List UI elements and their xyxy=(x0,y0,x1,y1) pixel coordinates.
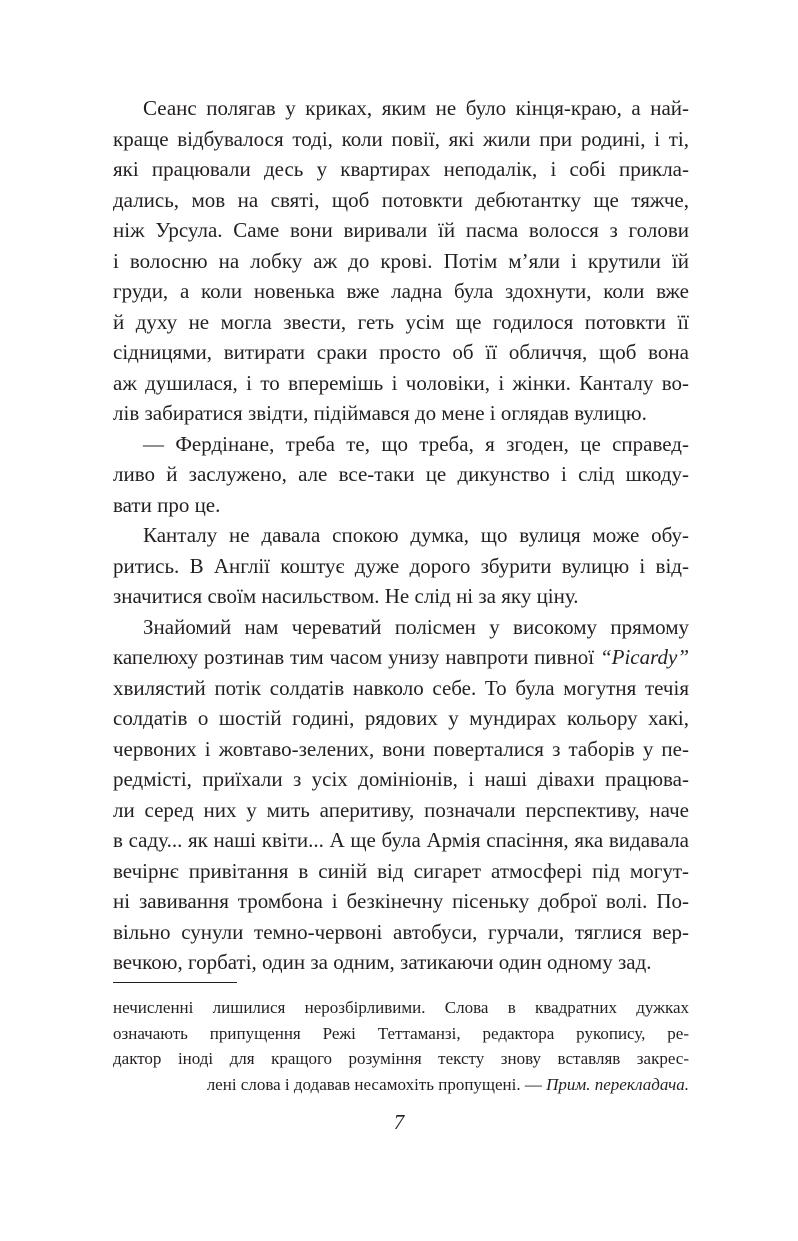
text-line: сідницями, витирати сраки просто об її обличчя, щоб вона xyxy=(113,340,689,364)
text-line: значитися своїм насильством. Не слід ні за яку ціну. xyxy=(113,584,579,608)
text-line: які працювали десь у квартирах неподалік, і собі прикла- xyxy=(113,157,689,181)
text-line: аж душилася, і то вперемішь і чоловіки, і жінки. Канталу во- xyxy=(113,370,689,395)
text-line: і волосню на лобку аж до крові. Потім м’яли і крутили їй xyxy=(113,248,689,273)
translator-note-attribution: Прим. перекладача. xyxy=(546,1074,689,1094)
text-line: Канталу не давала спокою думка, що вулиця може обу- xyxy=(143,523,689,547)
text-line: ритись. В Англії коштує дуже дорого збурити вулицю і від- xyxy=(113,553,689,578)
text-line: — Фердінане, треба те, що треба, я згоден, це справед- xyxy=(143,431,689,456)
footnote-separator xyxy=(113,982,237,983)
footnote-line: означають припущення Режі Теттаманзі, редактора рукопису, ре- xyxy=(113,1023,689,1043)
text-line: краще відбувалося тоді, коли повії, які жили при родині, і ті, xyxy=(113,126,689,151)
text-line: ні завивання тромбона і безкінечну пісеньку доброї волі. По- xyxy=(113,889,689,913)
footnote-line-text: лені слова і додавав несамохіть пропущені. — xyxy=(206,1074,542,1094)
paragraph xyxy=(113,93,689,429)
footnote-line: нечисленні лишилися нерозбірливими. Слова в квадратних дужках xyxy=(113,998,689,1017)
text-line: вільно сунули темно-червоні автобуси, гурчали, тяглися вер- xyxy=(113,919,689,944)
text-line: ли серед них у мить аперитиву, позначали перспективу, наче xyxy=(113,797,689,822)
footnote-line xyxy=(113,1072,689,1098)
text-line: вечірнє привітання в синій від сигарет атмосфері під могут- xyxy=(113,858,689,883)
text-line: солдатів о шостій годині, рядових у мундирах кольору хакі, xyxy=(113,706,689,730)
paragraph xyxy=(113,520,689,612)
text-line: ніж Урсула. Саме вони виривали їй пасма волосся з голови xyxy=(113,218,689,242)
body-text xyxy=(113,93,689,978)
text-line: лів забиратися звідти, підіймався до мене і оглядав вулицю. xyxy=(113,401,647,425)
text-line: хвилястий потік солдатів навколо себе. То була могутня течія xyxy=(113,675,689,700)
text-line: Знайомий нам череватий полісмен у високому прямому xyxy=(143,614,689,639)
text-line: вати про це. xyxy=(113,492,221,517)
text-line: дались, мов на святі, щоб потовкти дебютантку ще тяжче, xyxy=(113,187,689,212)
pub-name: “Picardy” xyxy=(599,645,689,669)
text-line: в саду... як наші квіти... А ще була Армія спасіння, яка видавала xyxy=(113,828,689,852)
text-line: червоних і жовтаво-зелених, вони поверталися з таборів у пе- xyxy=(113,736,689,761)
paragraph xyxy=(113,429,689,521)
text-line: капелюху розтинав тим часом унизу навпроти пивної “Picardy” xyxy=(113,645,689,669)
page-number: 7 xyxy=(393,1110,405,1134)
text-line: груди, а коли новенька вже ладна була здохнути, коли вже xyxy=(113,279,689,303)
text-line: редмісті, приїхали з усіх домініонів, і наші дівахи працюва- xyxy=(113,767,689,791)
footnote-line: дактор іноді для кращого розуміння тексту знову вставляв закрес- xyxy=(113,1049,689,1068)
text-line: ливо й заслужено, але все-таки це дикунство і слід шкоду- xyxy=(113,462,689,486)
text-line: Сеанс полягав у криках, яким не було кінця-краю, а най- xyxy=(143,96,689,120)
text-line: вечкою, горбаті, один за одним, затикаючи один одному зад. xyxy=(113,950,652,974)
paragraph xyxy=(113,612,689,978)
footnote xyxy=(113,995,689,1097)
text-line: й духу не могла звести, геть усім ще годилося потовкти її xyxy=(113,309,689,334)
